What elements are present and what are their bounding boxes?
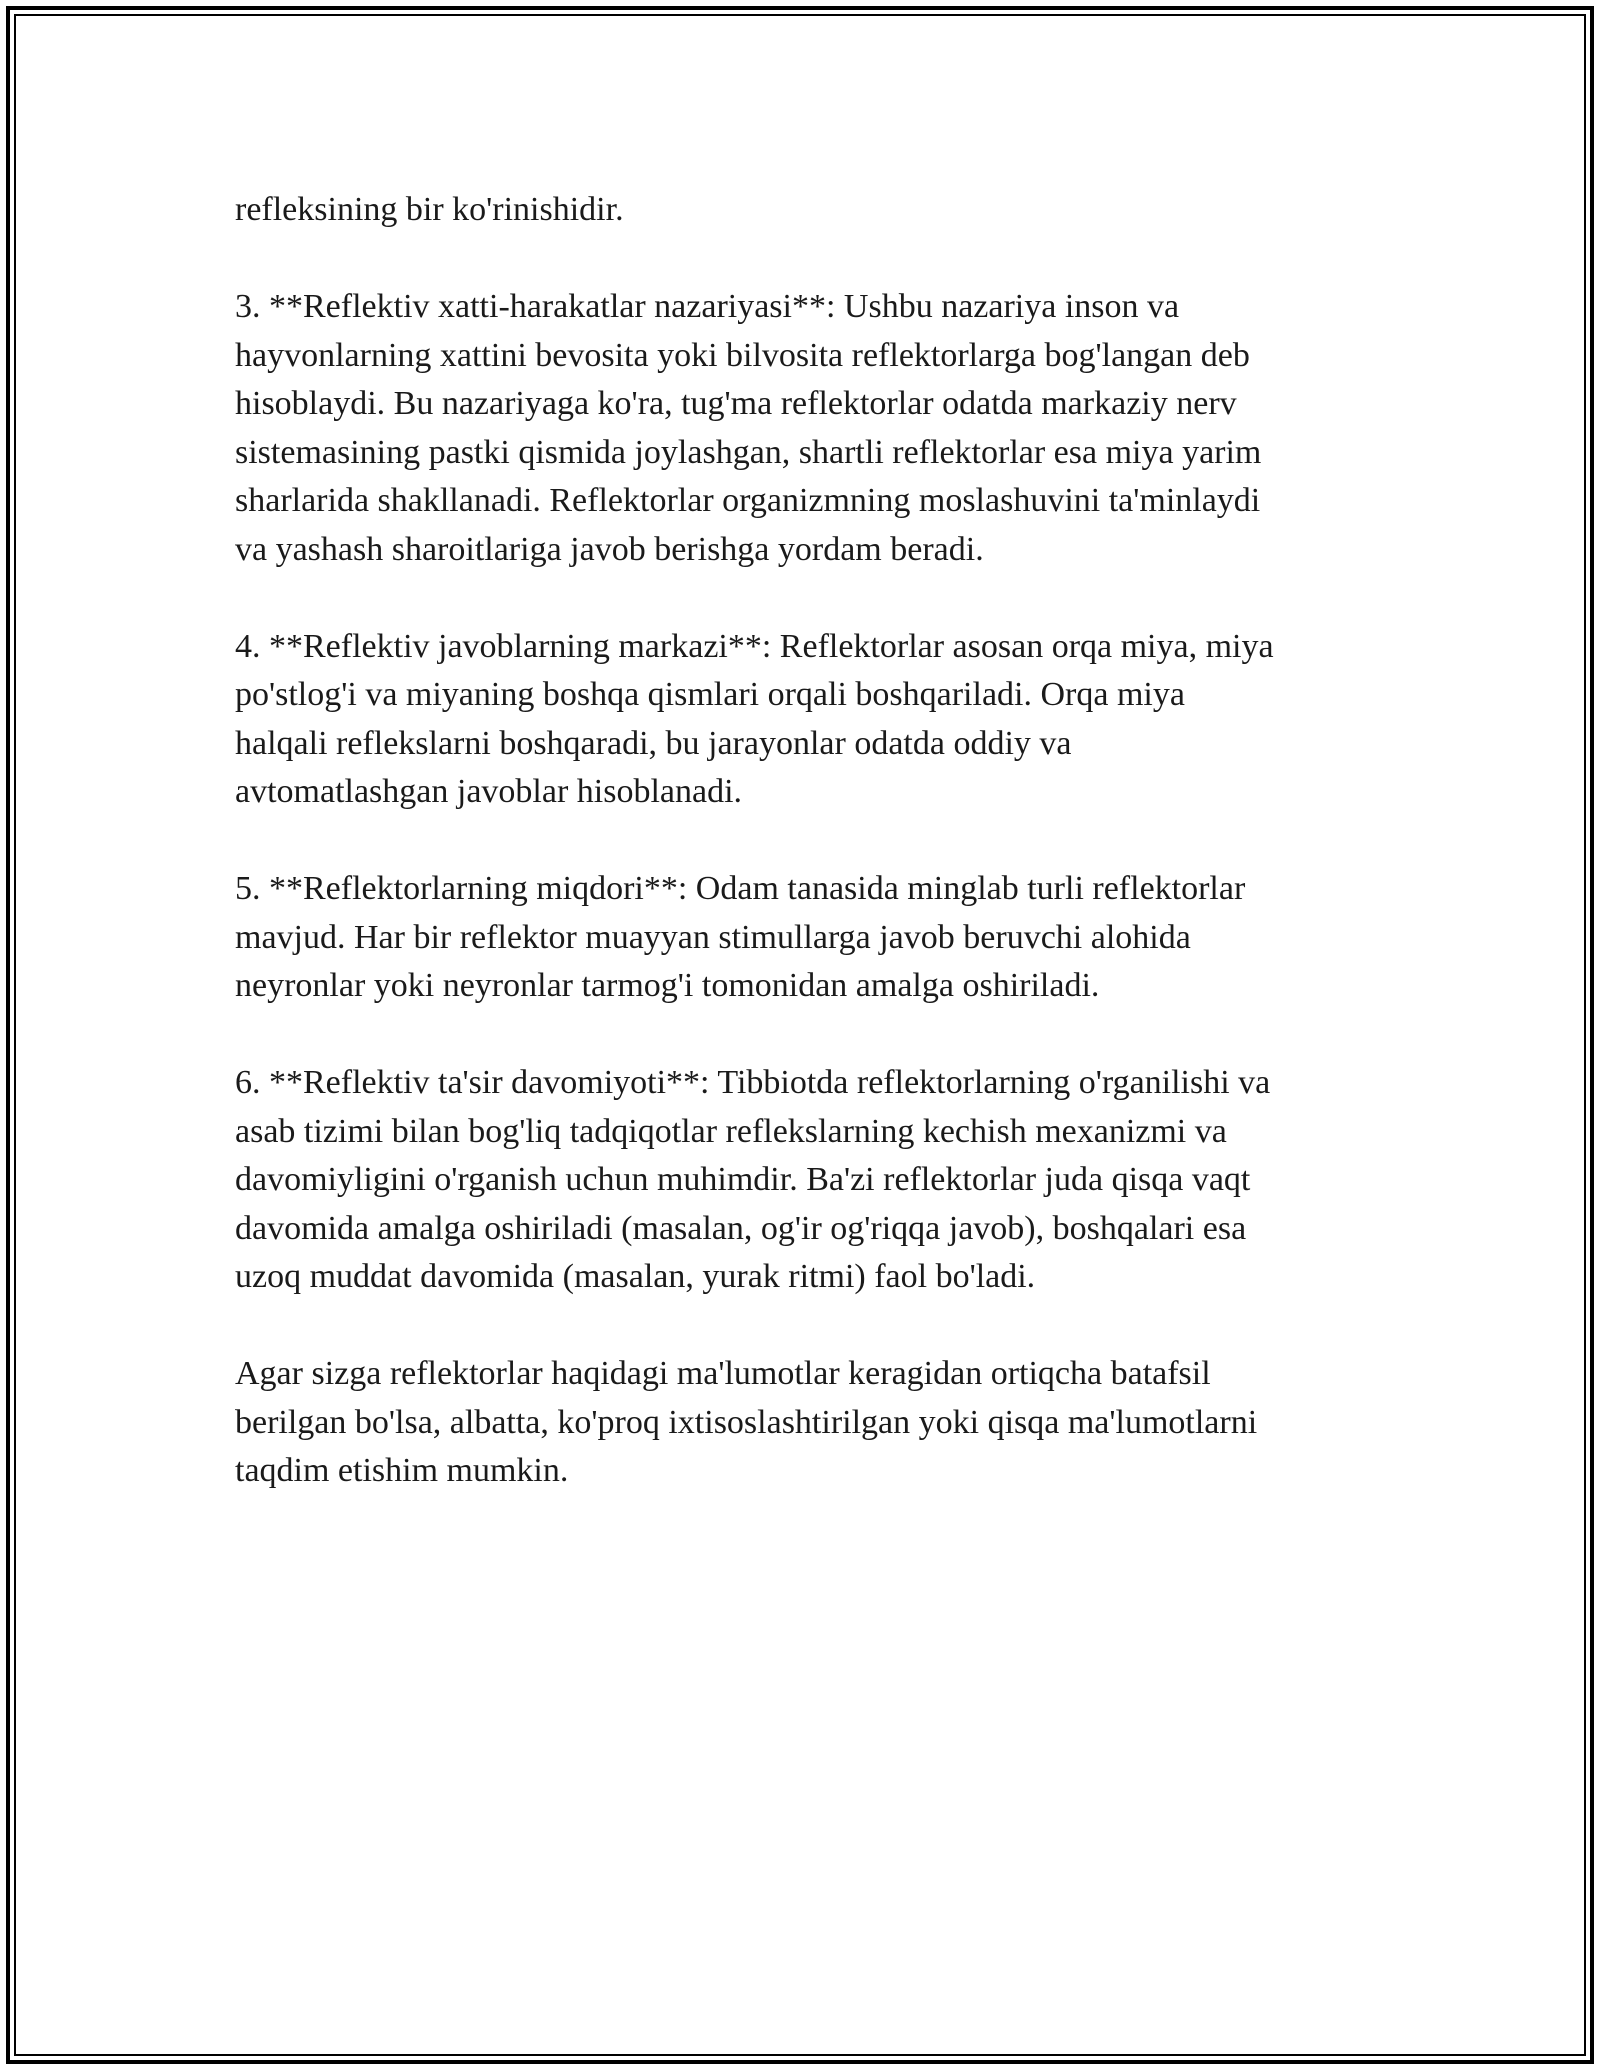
paragraph-closing: Agar sizga reflektorlar haqidagi ma'lumotlar keragidan ortiqcha batafsil berilgan bo'lsa, albatta, ko'proq ixtisoslashtirilgan yoki qisqa ma'lumotlarni taqdim etishim mumkin. xyxy=(235,1355,1258,1489)
paragraph-item-6: 6. **Reflektiv ta'sir davomiyoti**: Tibbiotda reflektorlarning o'rganilishi va asab tizimi bilan bog'liq tadqiqotlar reflekslarning kechish mexanizmi va davomiyligini o'rganish uchun muhimdir. Ba'zi reflektorlar juda qisqa vaqt davomida amalga oshiriladi (masalan, og'ir og'riqqa javob), boshqalari esa uzoq muddat davomida (masalan, yurak ritmi) faol bo'ladi. xyxy=(235,1064,1271,1295)
paragraph-item-3: 3. **Reflektiv xatti-harakatlar nazariyasi**: Ushbu nazariya inson va hayvonlarning xattini bevosita yoki bilvosita reflektorlarga bog'langan deb hisoblaydi. Bu nazariyaga ko'ra, tug'ma reflektorlar odatda markaziy nerv sistemasining pastki qismida joylashgan, shartli reflektorlar esa miya yarim sharlarida shakllanadi. Reflektorlar organizmning moslashuvini ta'minlaydi va yashash sharoitlariga javob berishga yordam beradi. xyxy=(235,288,1262,568)
paragraph-item-4: 4. **Reflektiv javoblarning markazi**: Reflektorlar asosan orqa miya, miya po'stlog'i va miyaning boshqa qismlari orqali boshqariladi. Orqa miya halqali reflekslarni boshqaradi, bu jarayonlar odatda oddiy va avtomatlashgan javoblar hisoblanadi. xyxy=(235,627,1274,810)
paragraph-continuation: refleksining bir ko'rinishidir. xyxy=(235,191,624,228)
document-body xyxy=(235,186,1375,1544)
paragraph-item-5: 5. **Reflektorlarning miqdori**: Odam tanasida minglab turli reflektorlar mavjud. Har bir reflektor muayyan stimullarga javob beruvchi alohida neyronlar yoki neyronlar tarmog'i tomonidan amalga oshiriladi. xyxy=(235,870,1246,1004)
